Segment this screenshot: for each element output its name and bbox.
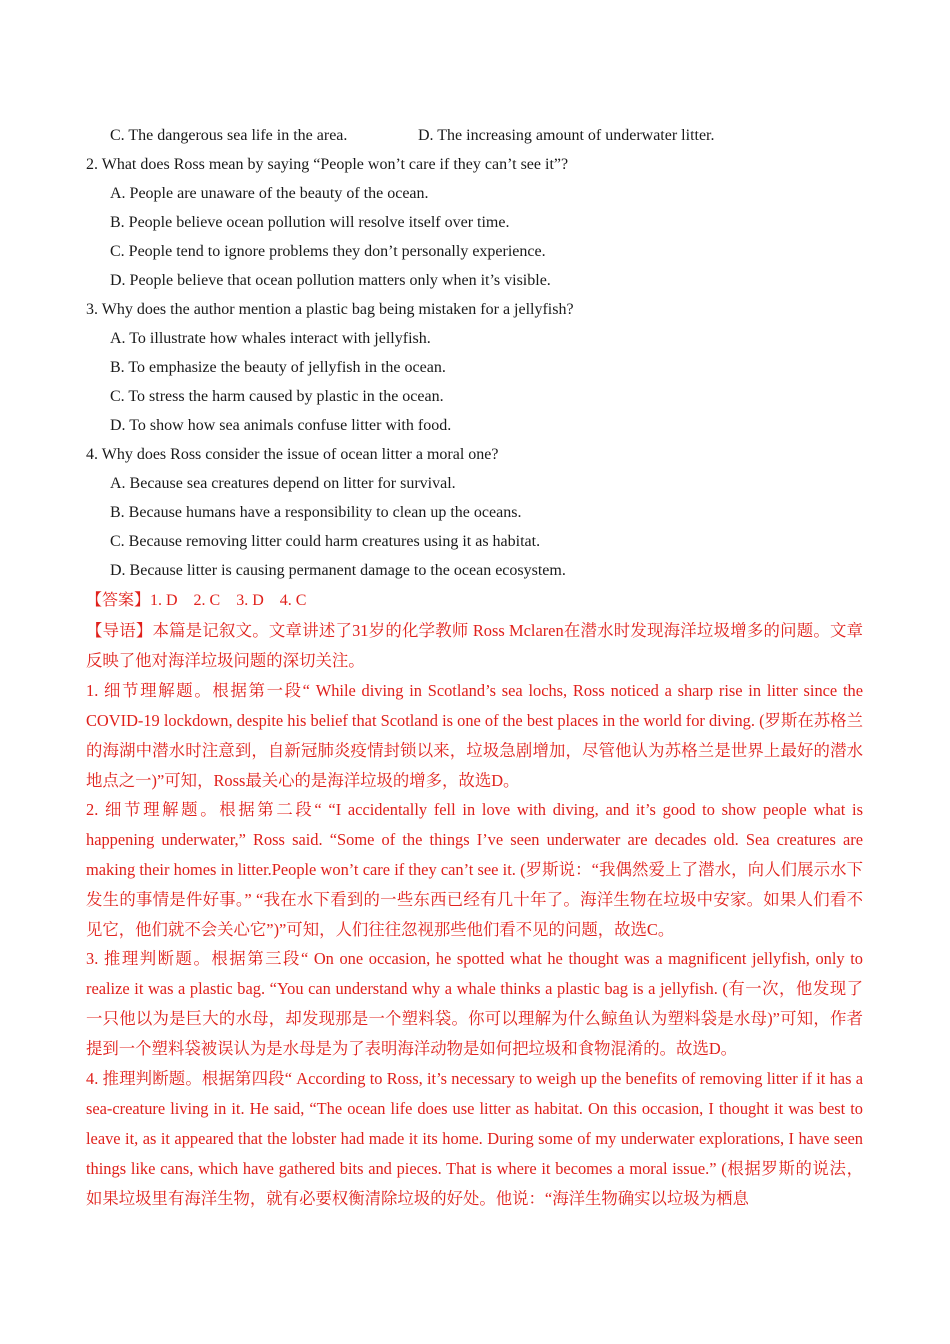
explanation-1: 1. 细节理解题。根据第一段“ While diving in Scotland’s sea lochs, Ross noticed a sharp rise in litter since the COVID-19 lockdown, despite his belief that Scotland is one of the best places in the world for diving. (罗斯在苏格兰的海湖中潜水时注意到，自新冠肺炎疫情封锁以来，垃圾急剧增加，尽管他认为苏格兰是世界上最好的潜水地点之一)”可知，Ross最关心的是海洋垃圾的增多，故选D。	[86, 681, 863, 790]
guide-paragraph: 【导语】本篇是记叙文。文章讲述了31岁的化学教师 Ross Mclaren在潜水时发现海洋垃圾增多的问题。文章反映了他对海洋垃圾问题的深切关注。	[86, 621, 863, 670]
explanation-4: 4. 推理判断题。根据第四段“ According to Ross, it’s necessary to weigh up the benefits of removing litter if it has a sea-creature living in it. He said, “The ocean life does use litter as habitat. On this occasion, I thought it was best to leave it, as it appeared that the lobster had made it its home. During some of my underwater explorations, I have seen things like cans, which have gathered bits and pieces. That is where it becomes a moral issue.” (根据罗斯的说法，如果垃圾里有海洋生物，就有必要权衡清除垃圾的好处。他说：“海洋生物确实以垃圾为栖息	[86, 1069, 863, 1208]
q3-option-b: B. To emphasize the beauty of jellyfish in the ocean.	[110, 359, 446, 376]
answer-key: 【答案】1. D 2. C 3. D 4. C	[86, 592, 307, 609]
q4-option-b: B. Because humans have a responsibility to clean up the oceans.	[110, 504, 522, 521]
explanation-2: 2. 细节理解题。根据第二段“ “I accidentally fell in love with diving, and it’s good to show people what is happening underwater,” Ross said. “Some of the things I’ve seen underwater are decades old. Sea creatures are making their homes in litter.People won’t care if they can’t see it. (罗斯说：“我偶然爱上了潜水，向人们展示水下发生的事情是件好事。” “我在水下看到的一些东西已经有几十年了。海洋生物在垃圾中安家。如果人们看不见它，他们就不会关心它”)”可知，人们往往忽视那些他们看不见的问题，故选C。	[86, 800, 863, 939]
question-2-stem: 2. What does Ross mean by saying “People won’t care if they can’t see it”?	[86, 156, 569, 173]
q4-option-d: D. Because litter is causing permanent damage to the ocean ecosystem.	[110, 562, 566, 579]
q3-option-d: D. To show how sea animals confuse litter with food.	[110, 417, 452, 434]
question-3-stem: 3. Why does the author mention a plastic bag being mistaken for a jellyfish?	[86, 301, 574, 318]
explanation-3: 3. 推理判断题。根据第三段“ On one occasion, he spotted what he thought was a magnificent jellyfish, only to realize it was a plastic bag. “You can understand why a whale thinks a plastic bag is a jellyfish. (有一次，他发现了一只他以为是巨大的水母，却发现那是一个塑料袋。你可以理解为什么鲸鱼认为塑料袋是水母)”可知，作者提到一个塑料袋被误认为是水母是为了表明海洋动物是如何把垃圾和食物混淆的。故选D。	[86, 949, 863, 1058]
question-4-stem: 4. Why does Ross consider the issue of ocean litter a moral one?	[86, 446, 499, 463]
q3-option-a: A. To illustrate how whales interact with jellyfish.	[110, 330, 431, 347]
q4-option-c: C. Because removing litter could harm creatures using it as habitat.	[110, 533, 541, 550]
q1-option-d: D. The increasing amount of underwater litter.	[418, 127, 715, 144]
q2-option-c: C. People tend to ignore problems they don’t personally experience.	[110, 243, 546, 260]
q3-option-c: C. To stress the harm caused by plastic in the ocean.	[110, 388, 444, 405]
q1-option-c: C. The dangerous sea life in the area.	[110, 127, 348, 144]
q4-option-a: A. Because sea creatures depend on litter for survival.	[110, 475, 456, 492]
q2-option-d: D. People believe that ocean pollution matters only when it’s visible.	[110, 272, 551, 289]
q2-option-a: A. People are unaware of the beauty of the ocean.	[110, 185, 429, 202]
q2-option-b: B. People believe ocean pollution will resolve itself over time.	[110, 214, 510, 231]
